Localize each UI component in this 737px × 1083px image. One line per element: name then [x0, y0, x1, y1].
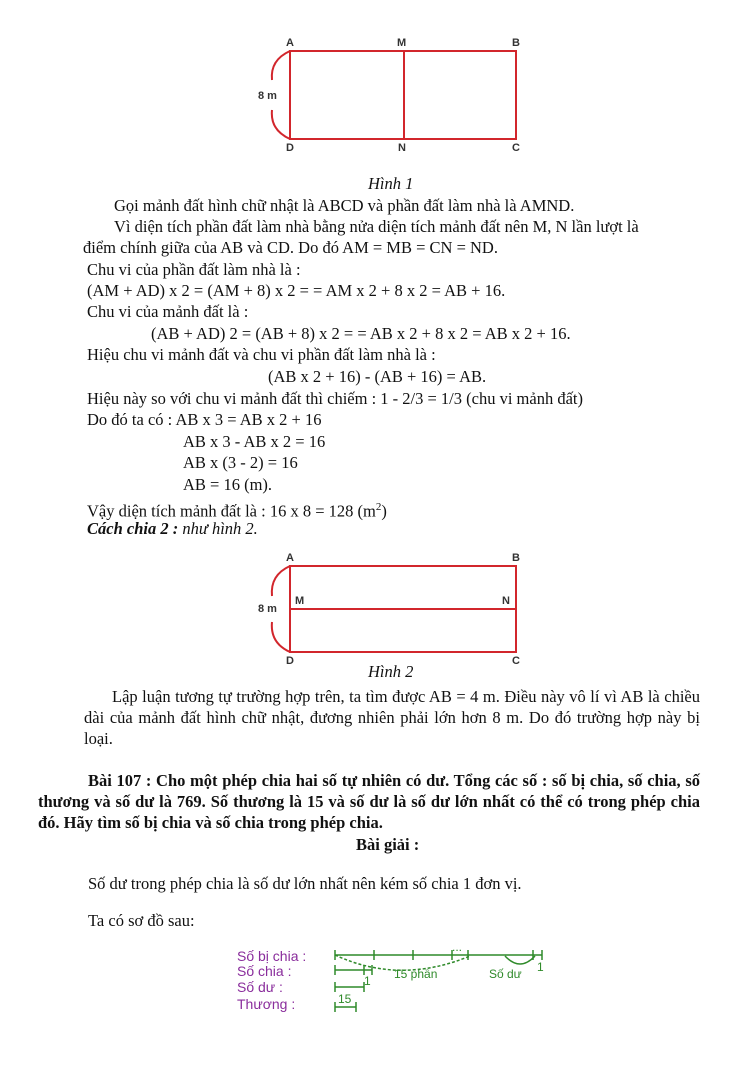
line-3: điểm chính giữa của AB và CD. Do đó AM = MB = CN = ND. [83, 238, 498, 257]
one-b: 1 [364, 974, 371, 988]
line-14: AB = 16 (m). [183, 475, 273, 494]
line-15 [87, 497, 387, 522]
one-a: 1 [537, 960, 544, 974]
label-c: C [512, 142, 520, 154]
label-d-2: D [286, 655, 294, 667]
brace-top [272, 51, 290, 80]
paragraph-3: Số dư trong phép chia là số dư lớn nhất nên kém số chia 1 đơn vị. [88, 874, 522, 893]
label-side: 8 m [258, 90, 277, 102]
remainder-label: Số dư [489, 967, 522, 981]
parts-label: 15 phần [394, 967, 438, 981]
method-2-heading: Cách chia 2 : [87, 519, 179, 538]
line-13: AB x (3 - 2) = 16 [183, 453, 298, 472]
solution-heading: Bài giải : [356, 835, 420, 854]
label-side-2: 8 m [258, 603, 277, 615]
label-m: M [397, 37, 407, 49]
line-16 [87, 519, 258, 539]
label-b: B [512, 37, 520, 49]
fifteen: 15 [338, 992, 352, 1006]
label-a-2: A [286, 552, 294, 564]
line-9: (AB x 2 + 16) - (AB + 16) = AB. [268, 367, 487, 386]
method-2-note: như hình 2. [178, 519, 258, 538]
row-dividend: Số bị chia : [237, 948, 307, 964]
line-8: Hiệu chu vi mảnh đất và chu vi phần đất làm nhà là : [87, 345, 436, 364]
line-4: Chu vi của phần đất làm nhà là : [87, 260, 301, 279]
caption-1: Hình 1 [368, 174, 414, 193]
label-n-2: N [502, 595, 510, 607]
row-divisor: Số chia : [237, 963, 292, 979]
dots: ... [452, 940, 463, 954]
paragraph-4: Ta có sơ đồ sau: [88, 911, 195, 930]
label-c-2: C [512, 655, 520, 667]
label-d: D [286, 142, 294, 154]
line-11: Do đó ta có : AB x 3 = AB x 2 + 16 [87, 410, 322, 429]
line-12: AB x 3 - AB x 2 = 16 [183, 432, 326, 451]
area-close: ) [381, 501, 387, 521]
label-b-2: B [512, 552, 520, 564]
line-7: (AB + AD) 2 = (AB + 8) x 2 = = AB x 2 + 8 x 2 = AB x 2 + 16. [151, 324, 571, 343]
label-m-2: M [295, 595, 305, 607]
line-2: Vì diện tích phần đất làm nhà bằng nửa diện tích mảnh đất nên M, N lần lượt là [114, 217, 639, 236]
row-remainder: Số dư : [237, 979, 283, 995]
caption-2: Hình 2 [368, 662, 414, 681]
brace-bottom [272, 110, 290, 139]
brace-bottom-2 [272, 622, 290, 652]
label-n: N [398, 142, 406, 154]
line-6: Chu vi của mảnh đất là : [87, 302, 249, 321]
area-exponent: 2 [375, 501, 382, 513]
area-text: Vậy diện tích mảnh đất là : 16 x 8 = 128 (m [87, 501, 376, 521]
line-1: Gọi mảnh đất hình chữ nhật là ABCD và phần đất làm nhà là AMND. [114, 196, 575, 215]
brace-top-2 [272, 566, 290, 596]
label-a: A [286, 37, 294, 49]
row-quotient: Thương : [237, 996, 296, 1012]
line-10: Hiệu này so với chu vi mảnh đất thì chiếm : 1 - 2/3 = 1/3 (chu vi mảnh đất) [87, 389, 583, 408]
paragraph-1: Lập luận tương tự trường hợp trên, ta tìm được AB = 4 m. Điều này vô lí vì AB là chiều dài của mảnh đất hình chữ nhật, đương nhiên phải lớn hơn 8 m. Do đó trường hợp này bị loại. [84, 687, 700, 748]
problem-107: Bài 107 : Cho một phép chia hai số tự nhiên có dư. Tổng các số : số bị chia, số chia, số thương và số dư là 769. Số thương là 15 và số dư là số dư lớn nhất có thể có trong phép chia đó. Hãy tìm số bị chia và số chia trong phép chia. [38, 771, 700, 832]
line-5: (AM + AD) x 2 = (AM + 8) x 2 = = AM x 2 + 8 x 2 = AB + 16. [87, 281, 506, 300]
